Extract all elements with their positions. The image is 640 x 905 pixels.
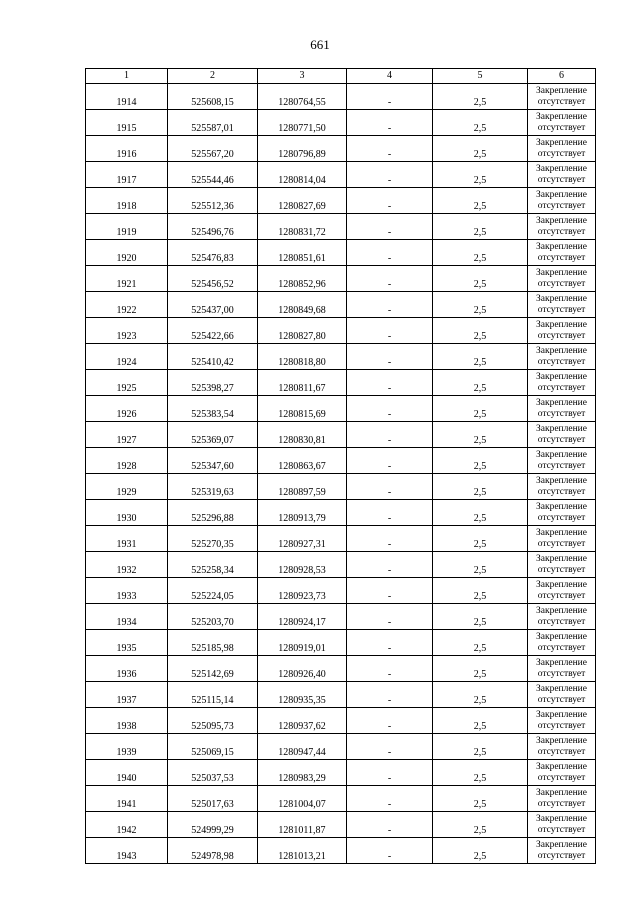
y-coordinate-cell: 1280830,81 <box>258 422 347 448</box>
y-coordinate-cell: 1280935,35 <box>258 682 347 708</box>
fixation-label-line-2: отсутствует <box>537 148 586 159</box>
fixation-label-line-1: Закрепление <box>536 216 587 226</box>
fixation-label-line-2: отсутствует <box>537 252 586 263</box>
fixation-label-line-1: Закрепление <box>536 346 587 356</box>
x-coordinate-cell: 525567,20 <box>168 136 258 162</box>
fixation-label-line-1: Закрепление <box>536 242 587 252</box>
fixation-label-line-2: отсутствует <box>537 330 586 341</box>
table-row <box>86 812 596 838</box>
y-coordinate-cell: 1280811,67 <box>258 370 347 396</box>
point-number-cell: 1927 <box>86 422 168 448</box>
fixation-label-line-1: Закрепление <box>536 372 587 382</box>
table-row <box>86 344 596 370</box>
column-5-cell: 2,5 <box>433 84 528 110</box>
x-coordinate-cell: 525608,15 <box>168 84 258 110</box>
fixation-label-line-1: Закрепление <box>536 398 587 408</box>
column-5-cell: 2,5 <box>433 656 528 682</box>
column-4-cell: - <box>347 240 433 266</box>
column-4-cell: - <box>347 422 433 448</box>
x-coordinate-cell: 525369,07 <box>168 422 258 448</box>
column-5-cell: 2,5 <box>433 344 528 370</box>
fixation-label-line-2: отсутствует <box>537 122 586 133</box>
fixation-cell <box>528 188 596 214</box>
fixation-cell <box>528 136 596 162</box>
fixation-label-line-2: отсутствует <box>537 590 586 601</box>
column-header: 5 <box>433 69 528 84</box>
column-5-cell: 2,5 <box>433 526 528 552</box>
fixation-cell <box>528 474 596 500</box>
table-row <box>86 396 596 422</box>
x-coordinate-cell: 525270,35 <box>168 526 258 552</box>
column-5-cell: 2,5 <box>433 682 528 708</box>
y-coordinate-cell: 1281013,21 <box>258 838 347 864</box>
column-5-cell: 2,5 <box>433 604 528 630</box>
table-row <box>86 318 596 344</box>
fixation-label-line-2: отсутствует <box>537 200 586 211</box>
table-row <box>86 734 596 760</box>
point-number-cell: 1924 <box>86 344 168 370</box>
y-coordinate-cell: 1280913,79 <box>258 500 347 526</box>
fixation-label-line-1: Закрепление <box>536 138 587 148</box>
table-row <box>86 266 596 292</box>
fixation-cell <box>528 214 596 240</box>
table-row <box>86 188 596 214</box>
table-row <box>86 448 596 474</box>
table-row <box>86 370 596 396</box>
fixation-label-line-1: Закрепление <box>536 736 587 746</box>
table-row <box>86 240 596 266</box>
point-number-cell: 1925 <box>86 370 168 396</box>
page-number: 661 <box>310 37 330 52</box>
x-coordinate-cell: 525037,53 <box>168 760 258 786</box>
point-number-cell: 1928 <box>86 448 168 474</box>
column-5-cell: 2,5 <box>433 578 528 604</box>
table-row <box>86 162 596 188</box>
y-coordinate-cell: 1280851,61 <box>258 240 347 266</box>
column-4-cell: - <box>347 760 433 786</box>
fixation-label-line-1: Закрепление <box>536 450 587 460</box>
column-5-cell: 2,5 <box>433 188 528 214</box>
column-5-cell: 2,5 <box>433 708 528 734</box>
point-number-cell: 1943 <box>86 838 168 864</box>
fixation-label-line-2: отсутствует <box>537 382 586 393</box>
fixation-label-line-2: отсутствует <box>537 824 586 835</box>
column-5-cell: 2,5 <box>433 500 528 526</box>
coordinates-table <box>85 68 596 864</box>
fixation-label-line-1: Закрепление <box>536 554 587 564</box>
fixation-label-line-2: отсутствует <box>537 798 586 809</box>
fixation-label-line-2: отсутствует <box>537 278 586 289</box>
fixation-cell <box>528 162 596 188</box>
x-coordinate-cell: 525496,76 <box>168 214 258 240</box>
x-coordinate-cell: 524999,29 <box>168 812 258 838</box>
column-header: 6 <box>528 69 596 84</box>
x-coordinate-cell: 525422,66 <box>168 318 258 344</box>
fixation-cell <box>528 110 596 136</box>
fixation-label-line-1: Закрепление <box>536 840 587 850</box>
column-5-cell: 2,5 <box>433 760 528 786</box>
column-5-cell: 2,5 <box>433 812 528 838</box>
fixation-label-line-2: отсутствует <box>537 460 586 471</box>
x-coordinate-cell: 525115,14 <box>168 682 258 708</box>
y-coordinate-cell: 1280818,80 <box>258 344 347 370</box>
table-row <box>86 604 596 630</box>
y-coordinate-cell: 1280947,44 <box>258 734 347 760</box>
x-coordinate-cell: 525224,05 <box>168 578 258 604</box>
column-4-cell: - <box>347 396 433 422</box>
x-coordinate-cell: 525319,63 <box>168 474 258 500</box>
y-coordinate-cell: 1280852,96 <box>258 266 347 292</box>
x-coordinate-cell: 525296,88 <box>168 500 258 526</box>
fixation-cell <box>528 578 596 604</box>
x-coordinate-cell: 525017,63 <box>168 786 258 812</box>
column-4-cell: - <box>347 214 433 240</box>
x-coordinate-cell: 525069,15 <box>168 734 258 760</box>
column-5-cell: 2,5 <box>433 318 528 344</box>
column-4-cell: - <box>347 656 433 682</box>
column-4-cell: - <box>347 578 433 604</box>
fixation-cell <box>528 682 596 708</box>
fixation-label-line-2: отсутствует <box>537 694 586 705</box>
table-row <box>86 682 596 708</box>
point-number-cell: 1935 <box>86 630 168 656</box>
column-4-cell: - <box>347 344 433 370</box>
point-number-cell: 1923 <box>86 318 168 344</box>
column-5-cell: 2,5 <box>433 474 528 500</box>
fixation-cell <box>528 292 596 318</box>
point-number-cell: 1942 <box>86 812 168 838</box>
fixation-label-line-1: Закрепление <box>536 424 587 434</box>
table-row <box>86 708 596 734</box>
column-header: 4 <box>347 69 433 84</box>
column-5-cell: 2,5 <box>433 162 528 188</box>
fixation-label-line-2: отсутствует <box>537 564 586 575</box>
point-number-cell: 1931 <box>86 526 168 552</box>
fixation-label-line-2: отсутствует <box>537 850 586 861</box>
column-4-cell: - <box>347 110 433 136</box>
fixation-cell <box>528 422 596 448</box>
column-header: 1 <box>86 69 168 84</box>
column-4-cell: - <box>347 786 433 812</box>
point-number-cell: 1921 <box>86 266 168 292</box>
column-5-cell: 2,5 <box>433 136 528 162</box>
table-row <box>86 500 596 526</box>
x-coordinate-cell: 525185,98 <box>168 630 258 656</box>
column-5-cell: 2,5 <box>433 214 528 240</box>
fixation-label-line-1: Закрепление <box>536 164 587 174</box>
point-number-cell: 1937 <box>86 682 168 708</box>
x-coordinate-cell: 525410,42 <box>168 344 258 370</box>
point-number-cell: 1932 <box>86 552 168 578</box>
fixation-cell <box>528 708 596 734</box>
point-number-cell: 1926 <box>86 396 168 422</box>
fixation-label-line-2: отсутствует <box>537 720 586 731</box>
fixation-label-line-1: Закрепление <box>536 112 587 122</box>
fixation-cell <box>528 448 596 474</box>
fixation-label-line-2: отсутствует <box>537 356 586 367</box>
column-header: 2 <box>168 69 258 84</box>
x-coordinate-cell: 525587,01 <box>168 110 258 136</box>
x-coordinate-cell: 525347,60 <box>168 448 258 474</box>
x-coordinate-cell: 524978,98 <box>168 838 258 864</box>
point-number-cell: 1914 <box>86 84 168 110</box>
point-number-cell: 1941 <box>86 786 168 812</box>
y-coordinate-cell: 1280928,53 <box>258 552 347 578</box>
column-4-cell: - <box>347 474 433 500</box>
y-coordinate-cell: 1280923,73 <box>258 578 347 604</box>
column-5-cell: 2,5 <box>433 448 528 474</box>
fixation-cell <box>528 812 596 838</box>
table-body <box>86 84 596 864</box>
point-number-cell: 1930 <box>86 500 168 526</box>
point-number-cell: 1939 <box>86 734 168 760</box>
x-coordinate-cell: 525512,36 <box>168 188 258 214</box>
fixation-label-line-1: Закрепление <box>536 632 587 642</box>
x-coordinate-cell: 525456,52 <box>168 266 258 292</box>
fixation-label-line-2: отсутствует <box>537 538 586 549</box>
column-4-cell: - <box>347 838 433 864</box>
fixation-label-line-1: Закрепление <box>536 762 587 772</box>
fixation-cell <box>528 786 596 812</box>
fixation-label-line-2: отсутствует <box>537 512 586 523</box>
fixation-label-line-1: Закрепление <box>536 190 587 200</box>
x-coordinate-cell: 525544,46 <box>168 162 258 188</box>
y-coordinate-cell: 1280897,59 <box>258 474 347 500</box>
column-4-cell: - <box>347 136 433 162</box>
fixation-label-line-1: Закрепление <box>536 684 587 694</box>
table-row <box>86 786 596 812</box>
fixation-cell <box>528 604 596 630</box>
y-coordinate-cell: 1281011,87 <box>258 812 347 838</box>
point-number-cell: 1920 <box>86 240 168 266</box>
y-coordinate-cell: 1280796,89 <box>258 136 347 162</box>
x-coordinate-cell: 525398,27 <box>168 370 258 396</box>
fixation-label-line-2: отсутствует <box>537 304 586 315</box>
fixation-label-line-1: Закрепление <box>536 710 587 720</box>
x-coordinate-cell: 525476,83 <box>168 240 258 266</box>
fixation-label-line-1: Закрепление <box>536 86 587 96</box>
fixation-label-line-2: отсутствует <box>537 226 586 237</box>
x-coordinate-cell: 525258,34 <box>168 552 258 578</box>
fixation-cell <box>528 318 596 344</box>
y-coordinate-cell: 1280815,69 <box>258 396 347 422</box>
table-row <box>86 474 596 500</box>
table-row <box>86 422 596 448</box>
y-coordinate-cell: 1280926,40 <box>258 656 347 682</box>
column-4-cell: - <box>347 500 433 526</box>
fixation-cell <box>528 656 596 682</box>
fixation-cell <box>528 526 596 552</box>
fixation-label-line-1: Закрепление <box>536 580 587 590</box>
table-row <box>86 526 596 552</box>
column-4-cell: - <box>347 630 433 656</box>
y-coordinate-cell: 1280924,17 <box>258 604 347 630</box>
column-5-cell: 2,5 <box>433 552 528 578</box>
table-row <box>86 630 596 656</box>
table-row <box>86 292 596 318</box>
fixation-label-line-2: отсутствует <box>537 96 586 107</box>
column-5-cell: 2,5 <box>433 396 528 422</box>
y-coordinate-cell: 1280849,68 <box>258 292 347 318</box>
fixation-label-line-2: отсутствует <box>537 408 586 419</box>
x-coordinate-cell: 525142,69 <box>168 656 258 682</box>
column-4-cell: - <box>347 84 433 110</box>
column-4-cell: - <box>347 682 433 708</box>
column-4-cell: - <box>347 812 433 838</box>
column-4-cell: - <box>347 734 433 760</box>
column-4-cell: - <box>347 708 433 734</box>
column-4-cell: - <box>347 162 433 188</box>
table-row <box>86 578 596 604</box>
fixation-label-line-2: отсутствует <box>537 434 586 445</box>
fixation-label-line-1: Закрепление <box>536 294 587 304</box>
column-4-cell: - <box>347 526 433 552</box>
fixation-label-line-2: отсутствует <box>537 642 586 653</box>
y-coordinate-cell: 1280814,04 <box>258 162 347 188</box>
table-row <box>86 136 596 162</box>
fixation-label-line-2: отсутствует <box>537 486 586 497</box>
point-number-cell: 1929 <box>86 474 168 500</box>
y-coordinate-cell: 1280831,72 <box>258 214 347 240</box>
column-5-cell: 2,5 <box>433 630 528 656</box>
fixation-label-line-1: Закрепление <box>536 814 587 824</box>
y-coordinate-cell: 1280983,29 <box>258 760 347 786</box>
fixation-label-line-2: отсутствует <box>537 668 586 679</box>
y-coordinate-cell: 1281004,07 <box>258 786 347 812</box>
fixation-label-line-2: отсутствует <box>537 746 586 757</box>
column-5-cell: 2,5 <box>433 266 528 292</box>
fixation-cell <box>528 370 596 396</box>
point-number-cell: 1916 <box>86 136 168 162</box>
table-row <box>86 552 596 578</box>
y-coordinate-cell: 1280827,69 <box>258 188 347 214</box>
fixation-cell <box>528 734 596 760</box>
fixation-cell <box>528 838 596 864</box>
fixation-label-line-1: Закрепление <box>536 658 587 668</box>
fixation-cell <box>528 500 596 526</box>
column-4-cell: - <box>347 188 433 214</box>
fixation-label-line-1: Закрепление <box>536 320 587 330</box>
column-5-cell: 2,5 <box>433 838 528 864</box>
column-4-cell: - <box>347 448 433 474</box>
fixation-label-line-2: отсутствует <box>537 772 586 783</box>
fixation-cell <box>528 552 596 578</box>
point-number-cell: 1918 <box>86 188 168 214</box>
fixation-cell <box>528 344 596 370</box>
fixation-label-line-2: отсутствует <box>537 174 586 185</box>
point-number-cell: 1922 <box>86 292 168 318</box>
x-coordinate-cell: 525203,70 <box>168 604 258 630</box>
column-5-cell: 2,5 <box>433 734 528 760</box>
column-4-cell: - <box>347 318 433 344</box>
fixation-label-line-1: Закрепление <box>536 606 587 616</box>
fixation-label-line-1: Закрепление <box>536 268 587 278</box>
table-row <box>86 110 596 136</box>
column-4-cell: - <box>347 370 433 396</box>
x-coordinate-cell: 525383,54 <box>168 396 258 422</box>
fixation-cell <box>528 240 596 266</box>
column-5-cell: 2,5 <box>433 110 528 136</box>
column-4-cell: - <box>347 604 433 630</box>
column-4-cell: - <box>347 552 433 578</box>
fixation-cell <box>528 630 596 656</box>
y-coordinate-cell: 1280827,80 <box>258 318 347 344</box>
column-5-cell: 2,5 <box>433 370 528 396</box>
column-4-cell: - <box>347 266 433 292</box>
fixation-cell <box>528 84 596 110</box>
fixation-label-line-1: Закрепление <box>536 788 587 798</box>
point-number-cell: 1936 <box>86 656 168 682</box>
table-row <box>86 214 596 240</box>
table-header-row <box>86 69 596 84</box>
table-row <box>86 760 596 786</box>
y-coordinate-cell: 1280919,01 <box>258 630 347 656</box>
point-number-cell: 1934 <box>86 604 168 630</box>
table-row <box>86 84 596 110</box>
fixation-label-line-1: Закрепление <box>536 528 587 538</box>
fixation-cell <box>528 266 596 292</box>
point-number-cell: 1933 <box>86 578 168 604</box>
x-coordinate-cell: 525437,00 <box>168 292 258 318</box>
y-coordinate-cell: 1280937,62 <box>258 708 347 734</box>
fixation-cell <box>528 396 596 422</box>
fixation-label-line-2: отсутствует <box>537 616 586 627</box>
point-number-cell: 1938 <box>86 708 168 734</box>
y-coordinate-cell: 1280863,67 <box>258 448 347 474</box>
fixation-label-line-1: Закрепление <box>536 502 587 512</box>
point-number-cell: 1915 <box>86 110 168 136</box>
y-coordinate-cell: 1280927,31 <box>258 526 347 552</box>
table-row <box>86 656 596 682</box>
column-5-cell: 2,5 <box>433 292 528 318</box>
point-number-cell: 1940 <box>86 760 168 786</box>
column-5-cell: 2,5 <box>433 786 528 812</box>
column-5-cell: 2,5 <box>433 422 528 448</box>
point-number-cell: 1917 <box>86 162 168 188</box>
y-coordinate-cell: 1280764,55 <box>258 84 347 110</box>
column-4-cell: - <box>347 292 433 318</box>
column-header: 3 <box>258 69 347 84</box>
x-coordinate-cell: 525095,73 <box>168 708 258 734</box>
table-row <box>86 838 596 864</box>
fixation-cell <box>528 760 596 786</box>
y-coordinate-cell: 1280771,50 <box>258 110 347 136</box>
fixation-label-line-1: Закрепление <box>536 476 587 486</box>
column-5-cell: 2,5 <box>433 240 528 266</box>
point-number-cell: 1919 <box>86 214 168 240</box>
